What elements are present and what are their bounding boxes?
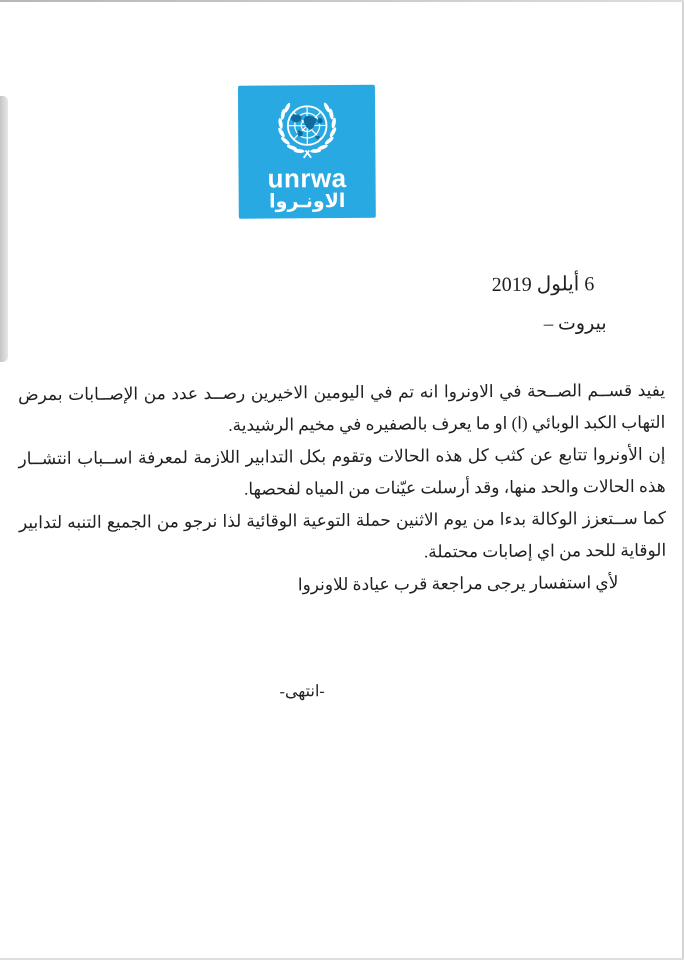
end-mark: -انتهى-	[279, 683, 325, 701]
logo-latin-label: unrwa	[267, 162, 347, 194]
body-paragraph-line: كما ســتعزز الوكالة بدءا من يوم الاثنين حملة التوعية الوقائية لذا نرجو من الجميع التنبه لتدابير	[18, 508, 667, 533]
date-text: 6 أيلول 2019	[491, 273, 595, 296]
city-text: بيروت –	[543, 313, 607, 335]
unrwa-logo	[238, 85, 376, 219]
un-emblem-icon	[260, 92, 353, 167]
body-paragraph-line: الوقاية للحد من اي إصابات محتملة.	[423, 540, 667, 562]
body-paragraph-line: لأي استفسار يرجى مراجعة قرب عيادة للاونروا	[297, 573, 619, 595]
logo-arabic-label: الاونـروا	[269, 190, 346, 213]
body-paragraph-line: إن الأونروا تتابع عن كثب كل هذه الحالات وتقوم بكل التدابير اللازمة لمعرفة اســباب انتشــار	[18, 444, 666, 469]
body-paragraph-line: التهاب الكبد الوبائي (ا) او ما يعرف بالصفيره في مخيم الرشيدية.	[228, 412, 666, 435]
letter-body	[18, 375, 667, 604]
body-paragraph-line: هذه الحالات والحد منها، وقد أرسلت عيّنات من المياه لفحصها.	[244, 476, 666, 499]
body-paragraph-line: يفيد قســم الصــحة في الاونروا انه تم في اليومين الاخيرين رصــد عدد من الإصــابات بمرض	[18, 380, 666, 405]
